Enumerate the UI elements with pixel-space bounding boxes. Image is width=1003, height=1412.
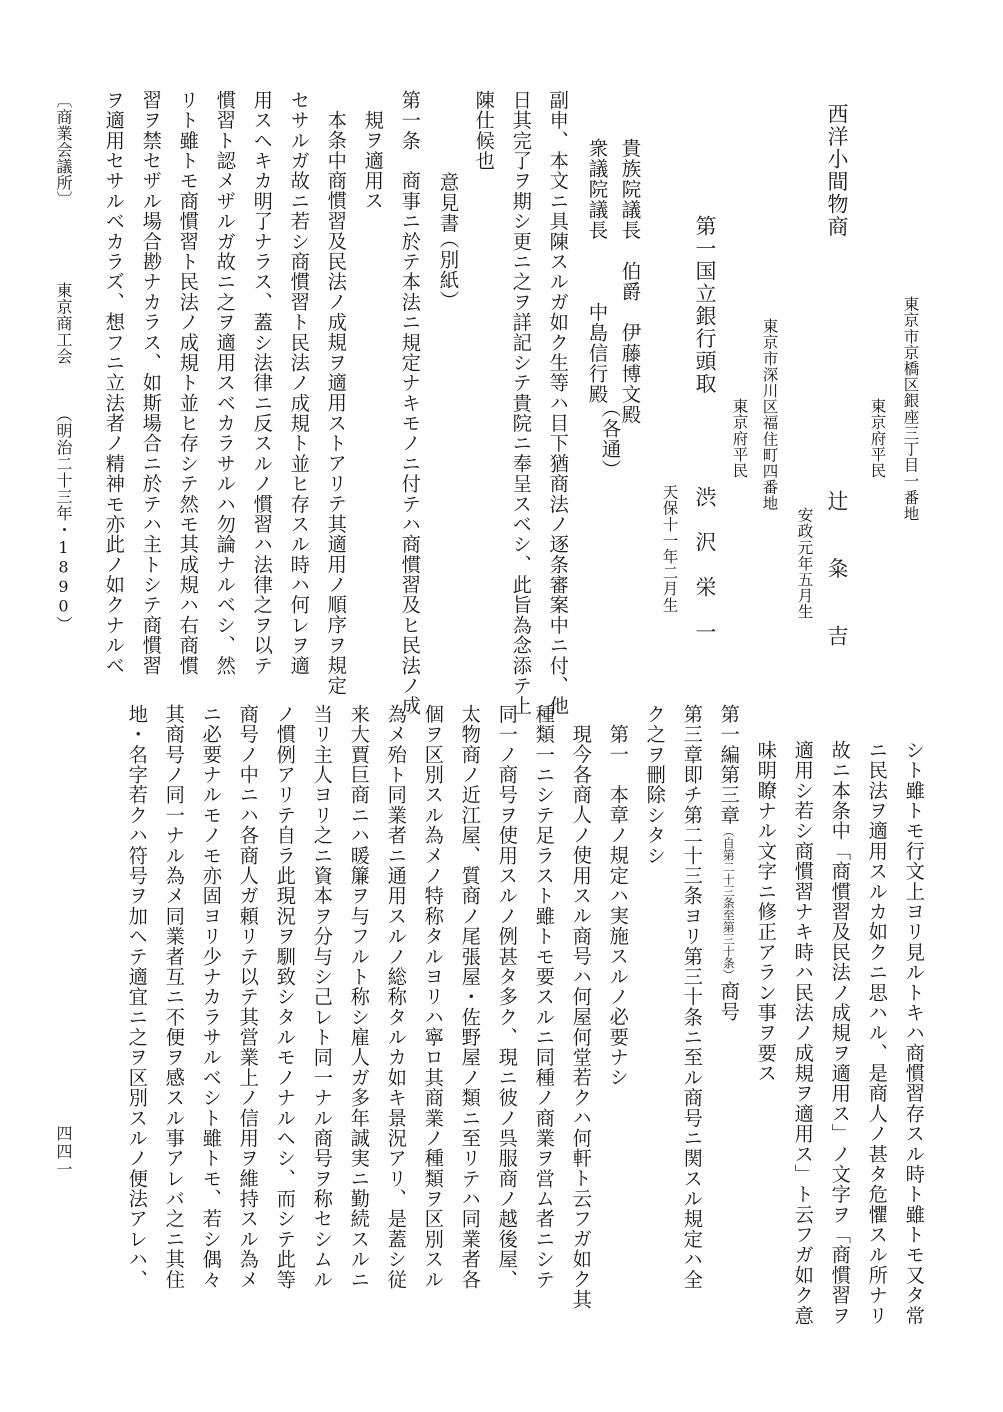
tsuji-occupation: 西洋小間物商 [825, 103, 849, 238]
article-1-line-2: 規ヲ適用ス [361, 110, 385, 211]
lower-line-1: シト雖トモ行文上ヨリ見ルトキハ商慣習存スル時ト雖トモ又タ常 [902, 740, 926, 1326]
opinion-line-3: 用スヘキカ明了ナラス、蓋シ法律ニ反スルノ慣習ハ法律之ヲ以テ [250, 90, 274, 676]
tsuji-name: 辻 粂 吉 [825, 490, 849, 648]
lower-line-16: 来大賈巨商ニハ暖簾ヲ与フルト称シ雇人ガ多年誠実ニ勤続スルニ [347, 704, 371, 1290]
lower-line-3: 故ニ本条中「商慣習及民法ノ成規ヲ適用ス」ノ文字ヲ「商慣習ヲ [828, 740, 852, 1326]
attachment-heading: （別紙） [436, 229, 460, 311]
opinion-heading: 意見書 [436, 172, 460, 234]
page-number: 四四一 [54, 1125, 73, 1179]
source-org: 東京商工会 [54, 282, 73, 365]
address-ginza: 東京市京橋区銀座三丁目一番地 [901, 296, 920, 522]
chapter-heading-note: （自第二十三条至第三十条） [721, 825, 736, 982]
lower-line-10: 現今各商人ノ使用スル商号ハ何屋何堂若クハ何軒ト云フガ如ク其 [569, 724, 593, 1310]
source-date: （明治二十三年・1890） [54, 406, 73, 633]
cover-note-line-2: 日其完了ヲ期シ更ニ之ヲ詳記シテ貴院ニ奉呈スベシ、此旨為念添テ上 [509, 90, 533, 716]
shibusawa-title: 第一国立銀行頭取 [693, 215, 717, 395]
shibusawa-birth: 天保十一年二月生 [660, 484, 679, 613]
lower-line-9: 第一 本章ノ規定ハ実施スルノ必要ナシ [606, 724, 630, 1088]
lower-line-18: ノ慣例アリテ自ラ此現況ヲ馴致シタルモノナルヘシ、而シテ此等 [273, 704, 297, 1290]
source-label: 〔商業会議所〕 [54, 92, 73, 208]
shibusawa-status: 東京府平民 [730, 398, 749, 479]
article-1-line-1: 第一条 商事ニ於テ本法ニ規定ナキモノニ付テハ商慣習及ヒ民法ノ成 [398, 90, 422, 716]
opinion-line-4: 慣習ト認メザルガ故ニ之ヲ適用スベカラサルハ勿論ナルベシ、然 [213, 90, 237, 676]
opinion-line-1: 本条中商慣習及民法ノ成規ヲ適用ストアリテ其適用ノ順序ヲ規定 [324, 110, 348, 696]
lower-line-22: 地・名字若クハ符号ヲ加ヘテ適宜ニ之ヲ区別スルノ便法アレハ、 [125, 704, 149, 1290]
lower-line-11: 種類一ニシテ足ラスト雖トモ要スルニ同種ノ商業ヲ営ム者ニシテ [532, 704, 556, 1290]
lower-line-13: 太物商ノ近江屋、質商ノ尾張屋・佐野屋ノ類ニ至リテハ同業者各 [458, 704, 482, 1290]
lower-line-20: ニ必要ナルモノモ亦固ヨリ少ナカラサルベシト雖トモ、若シ偶々 [199, 704, 223, 1290]
tsuji-status: 東京府平民 [868, 398, 887, 479]
opinion-line-6: 習ヲ禁セザル場合尠ナカラス、如斯場合ニ於テハ主トシテ商慣習 [139, 90, 163, 676]
lower-line-8: ク之ヲ刪除シタシ [643, 704, 667, 866]
lower-line-19: 商号ノ中ニハ各商人ガ頼リテ以テ其営業上ノ信用ヲ維持スル為メ [236, 704, 260, 1290]
lower-line-14: 個ヲ区別スル為メノ特称タルヨリハ寧ロ其商業ノ種類ヲ区別スル [421, 704, 445, 1290]
addressee-kizokuin: 貴族院議長 伯爵 伊藤博文殿 [618, 138, 642, 425]
address-fukagawa: 東京市深川区福住町四番地 [760, 318, 779, 512]
lower-line-4: 適用シ若シ商慣習ナキ時ハ民法ノ成規ヲ適用ス」ト云フガ如ク意 [791, 740, 815, 1326]
chapter-heading-title: 第一編第三章 [717, 704, 741, 826]
lower-line-7: 第三章即チ第二十三条ヨリ第三十条ニ至ル商号ニ関スル規定ハ全 [680, 704, 704, 1290]
opinion-line-5: リト雖トモ商慣習ト民法ノ成規ト並ヒ存シテ然モ其成規ハ右商慣 [176, 90, 200, 676]
lower-line-5: 味明瞭ナル文字ニ修正アラン事ヲ要ス [754, 740, 778, 1084]
shibusawa-name: 渋 沢 栄 一 [693, 486, 717, 644]
chapter-heading [717, 704, 741, 1022]
lower-line-2: ニ民法ヲ適用スルカ如クニ思ハル、是商人ノ甚タ危懼スル所ナリ [865, 740, 889, 1326]
addressee-shugiin: 衆議院議長 中島信行殿 [585, 138, 609, 405]
cover-note-line-3: 陳仕候也 [472, 90, 496, 171]
opinion-line-7: ヲ適用セサルベカラズ、想フニ立法者ノ精神モ亦此ノ如クナルベ [102, 90, 126, 676]
lower-line-15: 為メ殆ト同業者ニ通用スルノ総称タルカ如キ景況アリ、是蓋シ従 [384, 704, 408, 1290]
chapter-heading-subject: 商号 [717, 981, 741, 1022]
opinion-line-2: セサルガ故ニ若シ商慣習ト民法ノ成規ト並ヒ存スル時ハ何レヲ適 [287, 90, 311, 676]
lower-line-21: 其商号ノ同一ナル為メ同業者互ニ不便ヲ感スル事アレバ之ニ其住 [162, 704, 186, 1290]
cover-note-line-1: 副申、本文ニ具陳スルガ如ク生等ハ目下猶商法ノ逐条審案中ニ付、他 [546, 90, 570, 716]
kakutsu-note: （各通） [598, 398, 622, 480]
lower-line-17: 当リ主人ヨリ之ニ資本ヲ分与シ己レト同一ナル商号ヲ称セシムル [310, 704, 334, 1290]
lower-line-12: 同一ノ商号ヲ使用スルノ例甚タ多ク、現ニ彼ノ呉服商ノ越後屋、 [495, 704, 519, 1290]
tsuji-birth: 安政元年五月生 [795, 507, 814, 620]
